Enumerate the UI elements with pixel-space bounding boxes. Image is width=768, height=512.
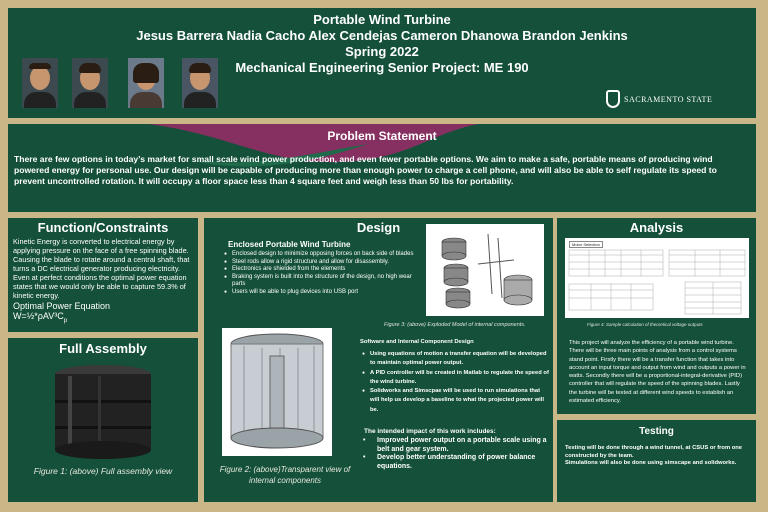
function-text: Kinetic Energy is converted to electrical energy by applying pressure on the face of a free spinning blade. Causing the blade to rotate around a central shaft, that turns a DC electrical generator producing electricity. Even at perfect conditions the optimal power equation states that we would only be able to capture 59.3% of kinetic energy. [13, 237, 190, 300]
list-item: ● Users will be able to plug devices into USB port [232, 289, 422, 297]
function-panel [8, 218, 198, 332]
turbine-render [48, 362, 158, 462]
list-item: • Improved power output on a portable scale using a belt and gear system. [377, 437, 547, 454]
section-title: Testing [639, 426, 674, 437]
design-panel [204, 218, 553, 502]
spreadsheet-grid [565, 238, 749, 318]
figure-caption: Figure 1: (above) Full assembly view [33, 466, 173, 476]
term: Spring 2022 [345, 44, 419, 59]
analysis-text: This project will analyze the efficiency of a portable wind turbine. There will be three main points of analysis from a control systems stand point. Firstly there will be a transfer function that takes into account an input torque and output from wind and outputs a power in watts. Secondly there will be a proportional-integral-derivative (PID) controller that will regulate the speed of the spinning blades. Lastly the turbine will be tested at different wind speeds to establish an estimated efficiency. [569, 340, 746, 405]
problem-statement-panel [8, 124, 756, 212]
list-item: ● Braking system is built into the structure of the design, no high wear parts [232, 274, 422, 289]
list-item: ● Steel rods allow a rigid structure and allow for disassembly. [232, 259, 422, 267]
analysis-panel [557, 218, 756, 414]
impact-heading: The intended impact of this work includes: [364, 428, 496, 435]
table-title: Motor Selection [569, 241, 603, 248]
equation-heading: Optimal Power Equation [13, 301, 111, 311]
power-equation: $W=\frac{1}{2}*\rho AV^3C_p$ [13, 311, 68, 324]
university-logo [606, 90, 712, 108]
design-bullet-list [232, 251, 422, 296]
software-heading: Software and Internal Component Design [360, 339, 474, 345]
full-assembly-panel [8, 338, 198, 502]
section-title: Design [356, 220, 401, 235]
list-item: ● Electronics are shielded from the elements [232, 266, 422, 274]
author-photo [72, 58, 108, 108]
software-bullet-list [370, 350, 550, 415]
section-title: Full Assembly [59, 341, 147, 356]
impact-bullet-list [377, 437, 547, 471]
problem-text: There are few options in today’s market for small scale wind power production, and even fewer portable options. We aim to make a safe, portable means of producing wind powered energy for personal use. Our design will be capable of producing more than enough power to charge a cell phone, and will also be able to self regulate its speed to prevent uncontrolled rotation. It will occupy a floor space less than 4 square feet and weigh less than 50 lbs for portability. [14, 154, 717, 186]
author-photo [128, 58, 164, 108]
list-item: ● Enclosed design to minimize opposing forces on back side of blades [232, 251, 422, 259]
design-subtitle: Enclosed Portable Wind Turbine [228, 240, 351, 249]
author-photo [182, 58, 218, 108]
shield-icon [606, 90, 620, 108]
transparent-view-figure [222, 328, 332, 456]
testing-panel [557, 420, 756, 502]
author-list: Jesus Barrera Nadia Cacho Alex Cendejas Cameron Dhanowa Brandon Jenkins [136, 28, 628, 43]
list-item: ● Using equations of motion a transfer equation will be developed to maintain optimal power output. [370, 350, 550, 369]
list-item: ● A PID controller will be created in Matlab to regulate the speed of the wind turbine. [370, 369, 550, 388]
figure-caption: Figure 2: (above)Transparent view of internal components [219, 465, 351, 485]
figure-caption: Figure 3: (above) Exploded Model of internal components. [384, 322, 526, 328]
list-item: ● Solidworks and Simscpae will be used to run simulations that will help us develop a baseline to what the projected power will be. [370, 387, 550, 415]
author-photo [22, 58, 58, 108]
section-title: Function/Constraints [37, 220, 169, 235]
calculation-table-figure [565, 238, 749, 318]
poster-title: Portable Wind Turbine [313, 12, 451, 27]
section-title: Problem Statement [327, 129, 437, 143]
exploded-model-figure [426, 224, 544, 316]
section-title: Analysis [629, 220, 684, 235]
figure-caption: Figure 4: Sample calculation of theoretical voltage outputs [587, 322, 703, 327]
course-title: Mechanical Engineering Senior Project: ME 190 [235, 60, 529, 75]
header-panel [8, 8, 756, 118]
testing-text: Testing will be done through a wind tunnel, at CSUS or from one constructed by the team. Simulations will also be done using simscape and solidworks. [565, 445, 743, 466]
list-item: • Develop better understanding of power balance equations. [377, 454, 547, 471]
university-name: SACRAMENTO STATE [624, 94, 713, 104]
